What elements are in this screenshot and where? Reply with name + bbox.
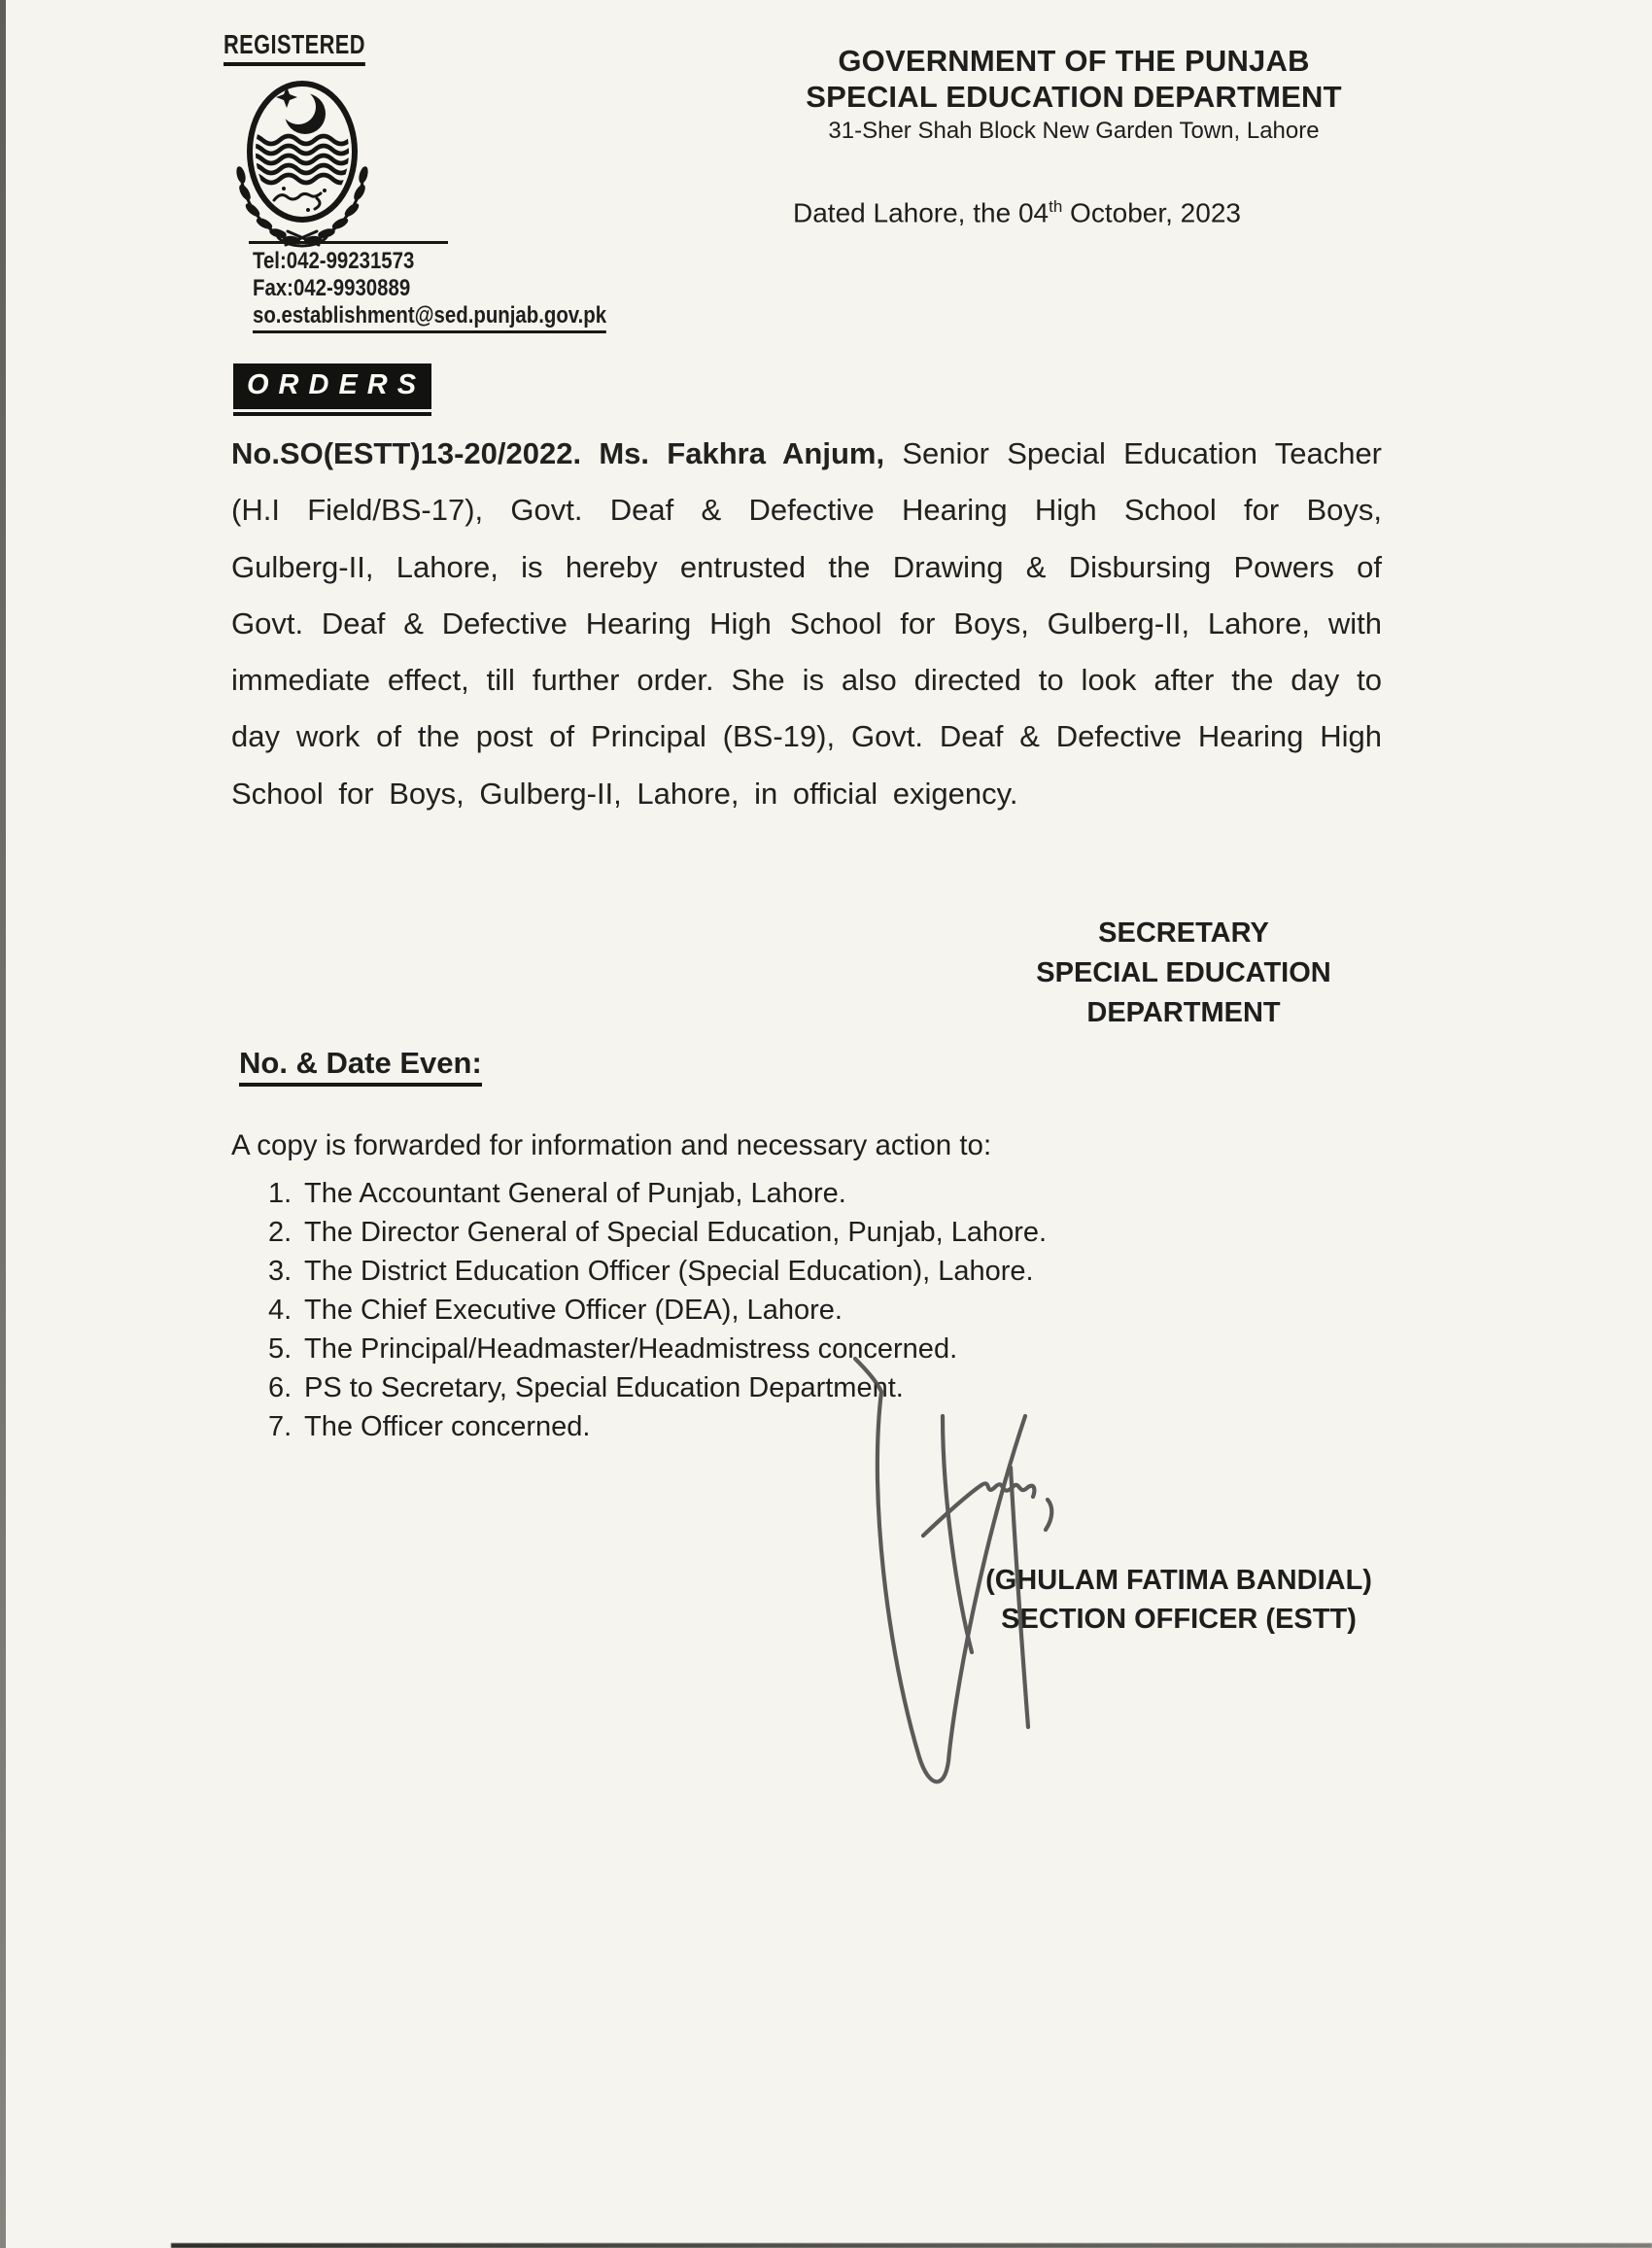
- signatory-designation-block: [989, 914, 1378, 1033]
- department-address: 31-Sher Shah Block New Garden Town, Lahore: [828, 118, 1320, 144]
- list-item-text: The District Education Officer (Special Education), Lahore.: [304, 1256, 1034, 1287]
- orders-heading: [233, 363, 431, 416]
- list-item: [268, 1330, 1201, 1368]
- list-item-text: The Principal/Headmaster/Headmistress concerned.: [304, 1333, 958, 1365]
- contact-block: [253, 248, 606, 333]
- list-item-text: PS to Secretary, Special Education Department.: [304, 1372, 904, 1403]
- date-suffix: October, 2023: [1062, 197, 1241, 228]
- list-number: [268, 1368, 304, 1407]
- punjab-government-emblem-icon: [216, 74, 389, 251]
- signatory-line3: DEPARTMENT: [1086, 997, 1281, 1028]
- orders-label: ORDERS: [233, 363, 431, 409]
- list-number: [268, 1291, 304, 1330]
- urdu-calligraphy: [274, 193, 321, 209]
- list-item: [268, 1407, 1201, 1446]
- no-and-date-even-label: No. & Date Even:: [239, 1046, 482, 1087]
- forwarding-line: A copy is forwarded for information and necessary action to:: [231, 1129, 992, 1161]
- signatory-line1: SECRETARY: [1098, 917, 1269, 949]
- list-item-text: The Accountant General of Punjab, Lahore.: [304, 1178, 846, 1209]
- list-item: [268, 1368, 1201, 1407]
- order-reference-number: No.SO(ESTT)13-20/2022.: [231, 436, 582, 470]
- scan-edge-bottom: [171, 2243, 1652, 2248]
- list-number: [268, 1252, 304, 1291]
- list-item-text: The Officer concerned.: [304, 1411, 591, 1442]
- date-prefix: Dated Lahore, the 04: [793, 197, 1050, 228]
- registered-label: REGISTERED: [224, 29, 365, 66]
- list-item: [268, 1252, 1201, 1291]
- telephone-number: Tel:042-99231573: [253, 248, 415, 274]
- order-body-paragraph: [231, 426, 1382, 822]
- date-line: [793, 197, 1241, 228]
- list-item-text: The Director General of Special Education, Punjab, Lahore.: [304, 1217, 1048, 1248]
- signer-name: (GHULAM FATIMA BANDIAL): [985, 1565, 1372, 1596]
- government-title: GOVERNMENT OF THE PUNJAB: [838, 44, 1310, 78]
- list-item: [268, 1213, 1201, 1252]
- department-title: SPECIAL EDUCATION DEPARTMENT: [806, 80, 1342, 114]
- signature-name-block: [983, 1561, 1374, 1639]
- signatory-line2: SPECIAL EDUCATION: [1036, 957, 1331, 988]
- list-item: [268, 1174, 1201, 1213]
- list-number: [268, 1330, 304, 1368]
- list-item: [268, 1291, 1201, 1330]
- email-address: so.establishment@sed.punjab.gov.pk: [253, 302, 606, 333]
- letterhead: [768, 43, 1380, 148]
- list-number: [268, 1213, 304, 1252]
- fax-number: Fax:042-9930889: [253, 275, 411, 301]
- order-text: Senior Special Education Teacher (H.I Field/BS-17), Govt. Deaf & Defective Hearing High School for Boys, Gulberg-II, Lahore, is hereby entrusted the Drawing & Disbursing Powers of Govt. Deaf & Defective Hearing High School for Boys, Gulberg-II, Lahore, with immediate effect, till further order. She is also directed to look after the day to day work of the post of Principal (BS-19), Govt. Deaf & Defective Hearing High School for Boys, Gulberg-II, Lahore, in official exigency.: [231, 436, 1383, 811]
- list-number: [268, 1174, 304, 1213]
- scan-edge-left: [0, 0, 6, 2248]
- list-item-text: The Chief Executive Officer (DEA), Lahore.: [304, 1295, 843, 1326]
- contact-divider: [249, 241, 448, 244]
- officer-name: Ms. Fakhra Anjum,: [599, 436, 885, 470]
- list-number: [268, 1407, 304, 1446]
- date-ordinal: th: [1049, 197, 1063, 216]
- signer-title: SECTION OFFICER (ESTT): [1001, 1604, 1357, 1635]
- copy-distribution-list: [268, 1174, 1201, 1446]
